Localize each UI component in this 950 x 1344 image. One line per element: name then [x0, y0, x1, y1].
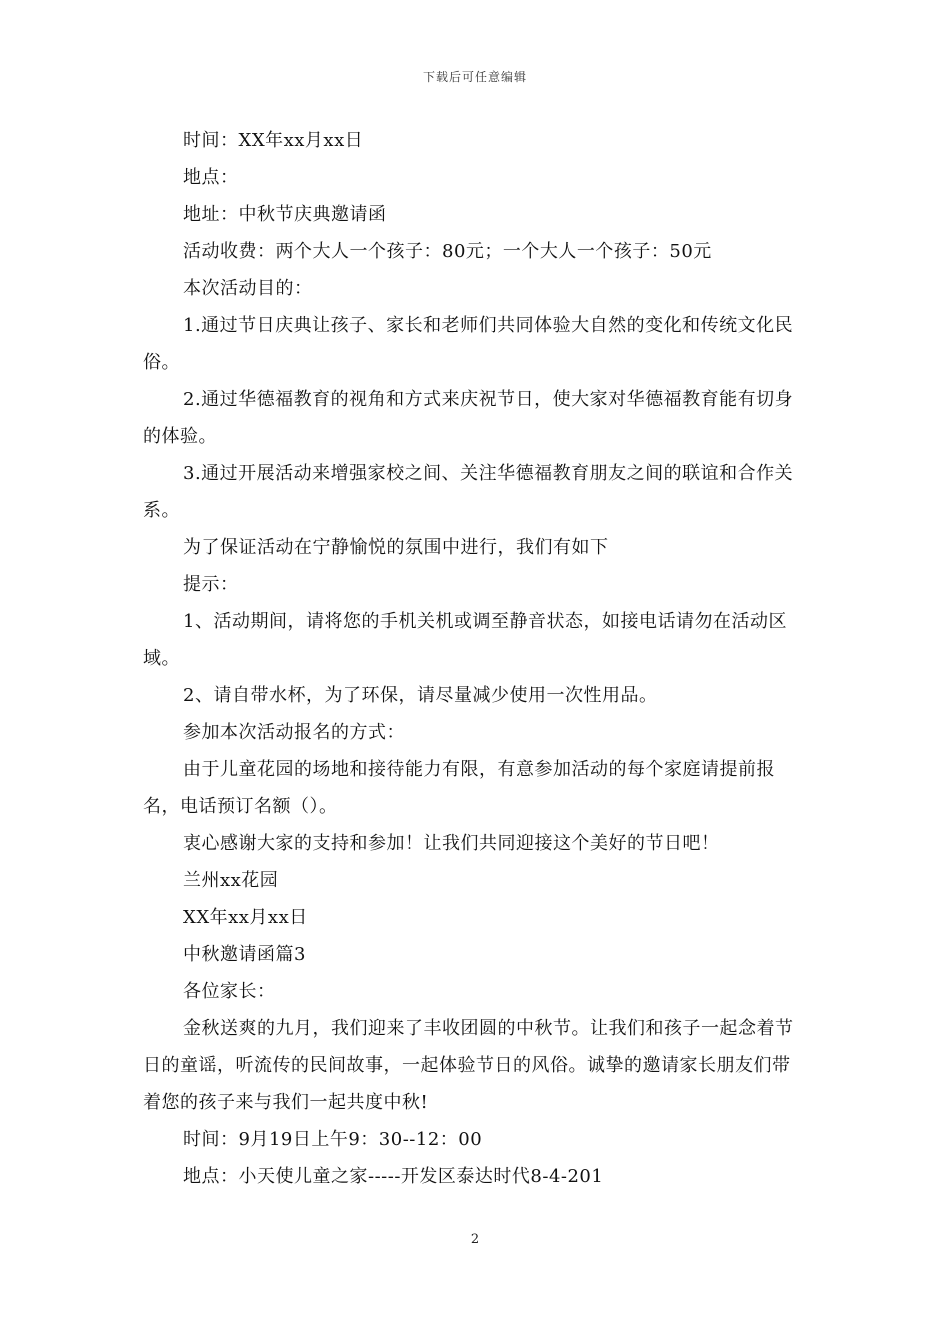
event-fee: 活动收费：两个大人一个孩子：80元；一个大人一个孩子：50元	[183, 241, 712, 262]
registration-text: 由于儿童花园的场地和接待能力有限，有意参加活动的每个家庭请提前报名，电话预订名额（）。	[143, 759, 775, 817]
event-time: 时间：XX年xx月xx日	[183, 130, 364, 151]
notice-item-1: 1、活动期间，请将您的手机关机或调至静音状态，如接电话请勿在活动区域。	[143, 611, 787, 669]
event-address: 地址：中秋节庆典邀请函	[183, 204, 387, 225]
notice-heading: 提示：	[183, 574, 239, 595]
notice-item-2: 2、请自带水杯，为了环保，请尽量减少使用一次性用品。	[183, 685, 658, 706]
purpose-item-3: 3.通过开展活动来增强家校之间、关注华德福教育朋友之间的联谊和合作关系。	[143, 463, 794, 521]
document-body	[143, 122, 808, 1195]
event-location-2: 地点：小天使儿童之家-----开发区泰达时代8-4-201	[183, 1166, 604, 1187]
purpose-item-2: 2.通过华德福教育的视角和方式来庆祝节日，使大家对华德福教育能有切身的体验。	[143, 389, 794, 447]
registration-heading: 参加本次活动报名的方式：	[183, 722, 405, 743]
section-title: 中秋邀请函篇3	[183, 944, 306, 965]
invitation-body: 金秋送爽的九月，我们迎来了丰收团圆的中秋节。让我们和孩子一起念着节日的童谣，听流传的民间故事，一起体验节日的风俗。诚挚的邀请家长朋友们带着您的孩子来与我们一起共度中秋!	[143, 1018, 794, 1113]
purpose-heading: 本次活动目的：	[183, 278, 313, 299]
page-number: 2	[470, 1232, 480, 1247]
salutation: 各位家长：	[183, 981, 276, 1002]
signature-org: 兰州xx花园	[183, 870, 279, 891]
page-header: 下载后可任意编辑	[422, 70, 527, 84]
thanks-text: 衷心感谢大家的支持和参加！让我们共同迎接这个美好的节日吧！	[183, 833, 720, 854]
event-time-2: 时间：9月19日上午9：30--12：00	[183, 1129, 483, 1150]
signature-date: XX年xx月xx日	[183, 907, 308, 928]
purpose-item-1: 1.通过节日庆典让孩子、家长和老师们共同体验大自然的变化和传统文化民俗。	[143, 315, 794, 373]
event-location: 地点：	[183, 167, 239, 188]
notice-intro: 为了保证活动在宁静愉悦的氛围中进行，我们有如下	[183, 537, 609, 558]
